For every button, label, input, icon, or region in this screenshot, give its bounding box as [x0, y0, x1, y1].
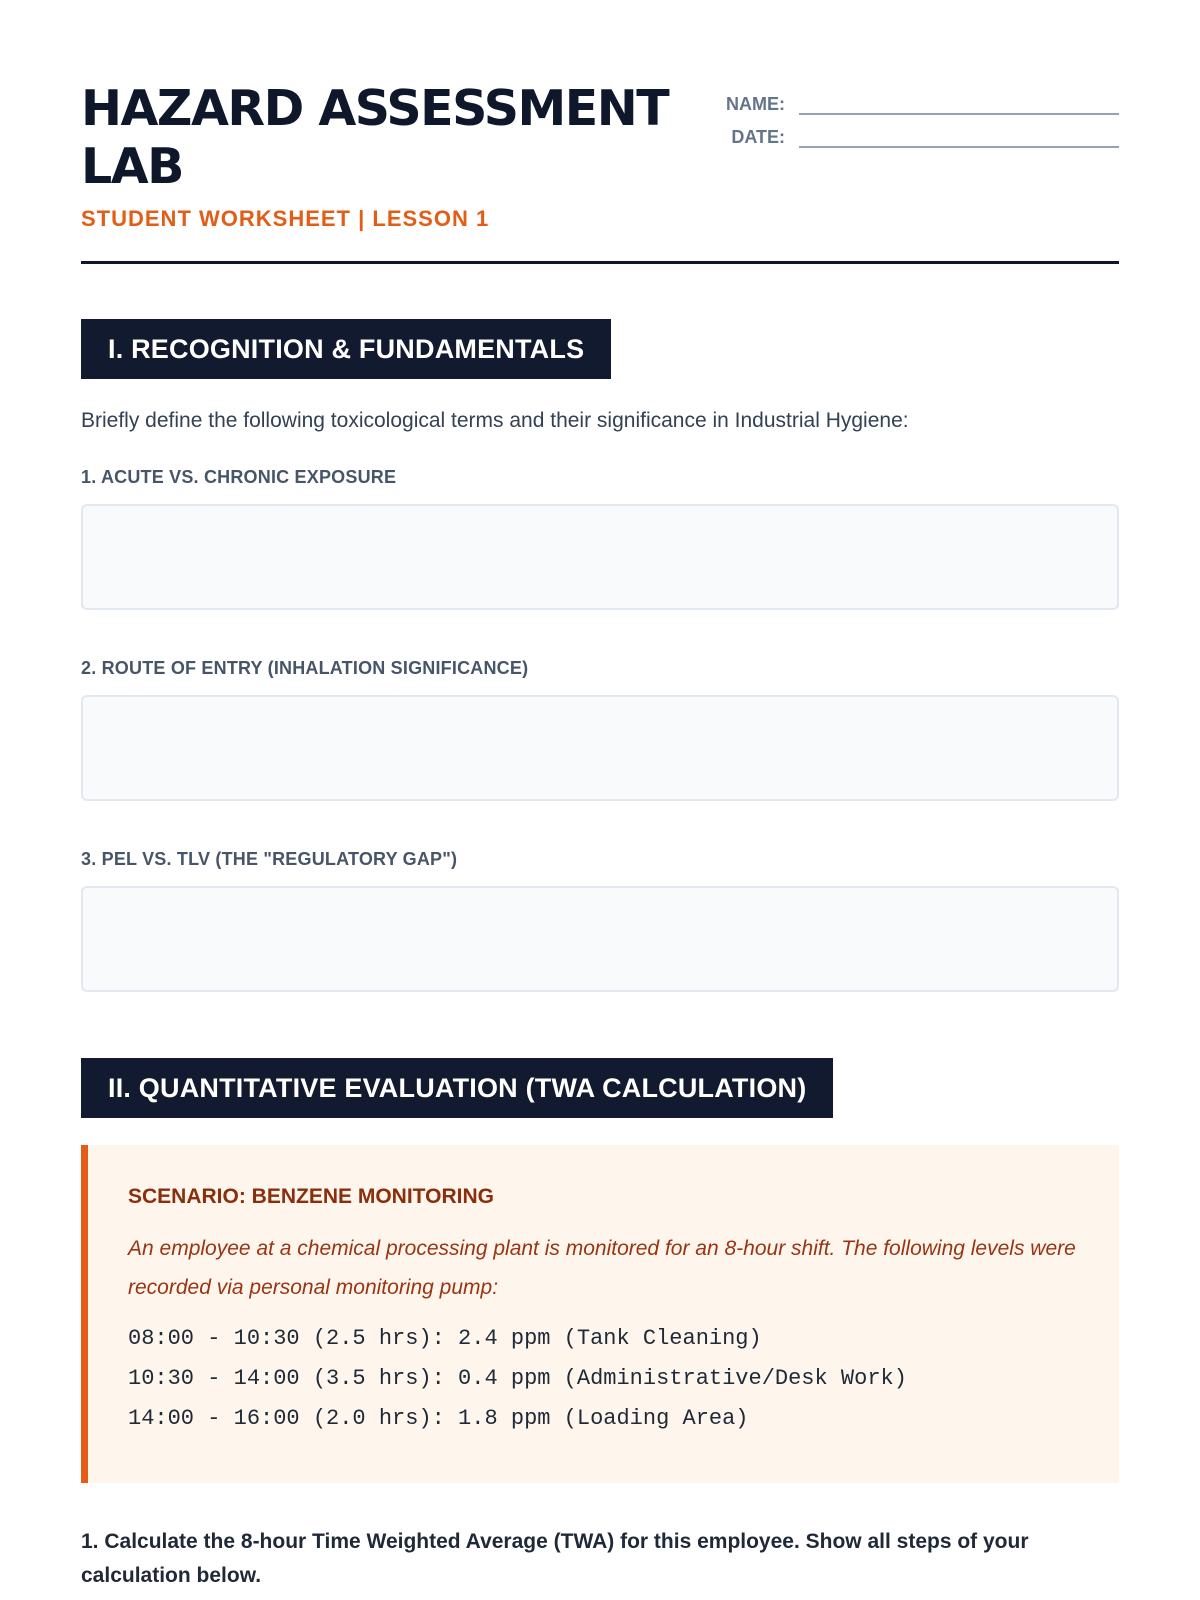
- question-label-1: 1. ACUTE VS. CHRONIC EXPOSURE: [81, 467, 397, 487]
- reading-line: 08:00 - 10:30 (2.5 hrs): 2.4 ppm (Tank Cleaning): [128, 1326, 762, 1351]
- scenario-callout: [81, 1145, 1119, 1483]
- question-label-2: 2. ROUTE OF ENTRY (INHALATION SIGNIFICANCE): [81, 658, 529, 678]
- section-heading-quantitative: II. QUANTITATIVE EVALUATION (TWA CALCULATION): [81, 1058, 833, 1118]
- scenario-title: SCENARIO: BENZENE MONITORING: [128, 1185, 494, 1208]
- worksheet-header: [81, 0, 1119, 264]
- reading-line: 14:00 - 16:00 (2.0 hrs): 1.8 ppm (Loading Area): [128, 1406, 749, 1431]
- name-label: NAME:: [726, 94, 785, 114]
- question-label-3: 3. PEL VS. TLV (THE "REGULATORY GAP"): [81, 849, 458, 869]
- answer-box-1[interactable]: [81, 504, 1119, 610]
- name-row: [719, 82, 1119, 115]
- name-field[interactable]: [799, 91, 1119, 115]
- date-field[interactable]: [799, 124, 1119, 148]
- section-intro: Briefly define the following toxicological terms and their significance in Industrial Hygiene:: [81, 409, 909, 432]
- student-info: [719, 82, 1119, 148]
- monitoring-readings: [128, 1319, 1079, 1439]
- page-subtitle: STUDENT WORKSHEET | LESSON 1: [81, 206, 490, 231]
- section-heading-recognition: I. RECOGNITION & FUNDAMENTALS: [81, 319, 611, 379]
- reading-line: 10:30 - 14:00 (3.5 hrs): 0.4 ppm (Administrative/Desk Work): [128, 1366, 907, 1391]
- scenario-description: An employee at a chemical processing plant is monitored for an 8-hour shift. The following levels were recorded via personal monitoring pump:: [128, 1237, 1076, 1299]
- answer-box-2[interactable]: [81, 695, 1119, 801]
- page-title: HAZARD ASSESSMENT LAB: [81, 80, 669, 195]
- answer-box-3[interactable]: [81, 886, 1119, 992]
- date-label: DATE:: [731, 127, 785, 147]
- date-row: [719, 115, 1119, 148]
- calculation-task: 1. Calculate the 8-hour Time Weighted Average (TWA) for this employee. Show all steps of your calculation below.: [81, 1530, 1029, 1587]
